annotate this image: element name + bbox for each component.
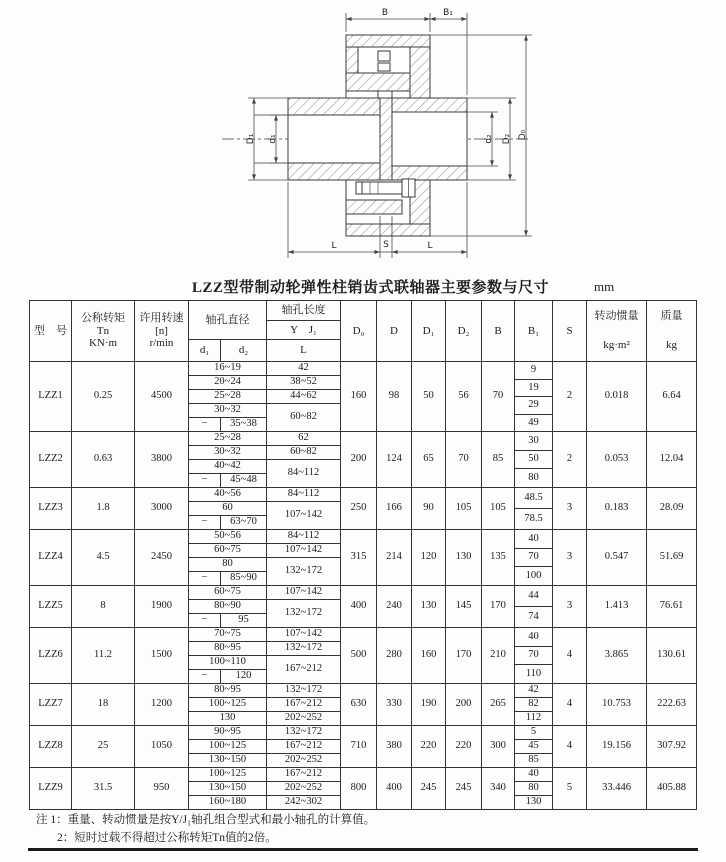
brake-wheel-top xyxy=(346,35,430,98)
header-mass-line1: 质量 xyxy=(660,310,683,323)
footnote-2: 2：短时过载不得超过公称转矩Tn值的2倍。 xyxy=(57,831,277,844)
length-cell: 132~172 xyxy=(267,558,341,586)
b1-stack xyxy=(515,488,552,529)
bore-range-cell: 130 xyxy=(189,712,267,726)
mass-cell: 76.61 xyxy=(647,586,697,628)
mass-cell: 222.63 xyxy=(647,684,697,726)
header-model: 型 号 xyxy=(30,301,72,362)
length-cell: 202~252 xyxy=(267,712,341,726)
header-speed-line1: 许用转速 xyxy=(139,312,184,325)
b-cell: 105 xyxy=(482,488,515,530)
b-cell: 170 xyxy=(482,586,515,628)
b1-value: 40 xyxy=(515,768,552,782)
s-cell: 2 xyxy=(553,432,587,488)
length-cell: 38~52 xyxy=(267,376,341,390)
speed-cell: 1900 xyxy=(135,586,189,628)
b1-value: 40 xyxy=(515,530,552,549)
inertia-cell: 0.183 xyxy=(587,488,647,530)
d0-cell: 800 xyxy=(341,768,377,810)
b1-value: 80 xyxy=(515,782,552,796)
inertia-cell: 0.053 xyxy=(587,432,647,488)
header-mass xyxy=(647,301,697,362)
d2-cell: 105 xyxy=(446,488,482,530)
bore-range-cell: 30~32 xyxy=(189,404,267,418)
length-cell: 44~62 xyxy=(267,390,341,404)
s-cell: 5 xyxy=(553,768,587,810)
length-cell: 84~112 xyxy=(267,460,341,488)
bore-range-cell: 20~24 xyxy=(189,376,267,390)
header-D0: D₀ xyxy=(341,301,377,362)
model-cell: LZZ5 xyxy=(30,586,72,628)
header-B: B xyxy=(482,301,515,362)
b1-value: 112 xyxy=(525,712,542,724)
header-d2: d₂ xyxy=(221,340,267,362)
d0-cell: 400 xyxy=(341,586,377,628)
dim-label-b: B xyxy=(381,8,389,18)
b1-value: 100 xyxy=(525,570,542,582)
table-row xyxy=(30,488,697,502)
b-cell: 300 xyxy=(482,726,515,768)
dim-label-d1: d₁ xyxy=(268,134,278,144)
inertia-cell: 10.753 xyxy=(587,684,647,726)
bore-range-cell: 100~125 xyxy=(189,768,267,782)
d-cell: 380 xyxy=(377,726,412,768)
b1-value: 48.5 xyxy=(515,488,552,509)
d1-cell: 220 xyxy=(412,726,446,768)
bore-range-cell: 100~125 xyxy=(189,740,267,754)
header-inertia xyxy=(587,301,647,362)
header-bore-diameter: 轴孔直径 xyxy=(189,301,267,340)
b1-stack xyxy=(515,768,552,809)
torque-cell: 18 xyxy=(72,684,135,726)
bore-d1-cell: − xyxy=(189,670,221,684)
dim-label-D1: D₁ xyxy=(246,133,256,145)
mass-cell: 51.69 xyxy=(647,530,697,586)
dim-label-d2: d₂ xyxy=(484,134,494,144)
b-cell: 265 xyxy=(482,684,515,726)
d-cell: 280 xyxy=(377,628,412,684)
hub-right xyxy=(392,98,467,180)
b1-value: 82 xyxy=(515,698,552,712)
b1-stack xyxy=(515,362,552,431)
b1-cell xyxy=(515,432,553,488)
length-cell: 107~142 xyxy=(267,544,341,558)
b1-value: 50 xyxy=(515,451,552,470)
d1-cell: 120 xyxy=(412,530,446,586)
d2-cell: 130 xyxy=(446,530,482,586)
d0-cell: 500 xyxy=(341,628,377,684)
pin-bolt xyxy=(356,179,415,197)
mass-cell: 130.61 xyxy=(647,628,697,684)
bore-d1-cell: − xyxy=(189,572,221,586)
d2-cell: 245 xyxy=(446,768,482,810)
bore-d2-cell: 63~70 xyxy=(221,516,267,530)
length-cell: 202~252 xyxy=(267,754,341,768)
d1-cell: 190 xyxy=(412,684,446,726)
s-cell: 2 xyxy=(553,362,587,432)
table-row xyxy=(30,768,697,782)
length-cell: 84~112 xyxy=(267,530,341,544)
bore-range-cell: 90~95 xyxy=(189,726,267,740)
header-D2: D₂ xyxy=(446,301,482,362)
d1-cell: 245 xyxy=(412,768,446,810)
bore-d1-cell: − xyxy=(189,418,221,432)
model-cell: LZZ8 xyxy=(30,726,72,768)
length-cell: 60~82 xyxy=(267,404,341,432)
s-cell: 4 xyxy=(553,726,587,768)
bore-d1-cell: − xyxy=(189,614,221,628)
b1-cell xyxy=(515,628,553,684)
footnote-1: 注 1：重量、转动惯量是按Y/J₁轴孔组合型式和最小轴孔的计算值。 xyxy=(36,814,376,826)
s-cell: 4 xyxy=(553,628,587,684)
speed-cell: 3000 xyxy=(135,488,189,530)
table-row xyxy=(30,628,697,642)
header-speed-line2: [n] xyxy=(155,324,168,337)
model-cell: LZZ7 xyxy=(30,684,72,726)
b-cell: 210 xyxy=(482,628,515,684)
model-cell: LZZ3 xyxy=(30,488,72,530)
speed-cell: 2450 xyxy=(135,530,189,586)
s-cell: 4 xyxy=(553,684,587,726)
header-bore-length: 轴孔长度 xyxy=(267,301,341,321)
inertia-cell: 0.018 xyxy=(587,362,647,432)
length-cell: 167~212 xyxy=(267,768,341,782)
model-cell: LZZ6 xyxy=(30,628,72,684)
mass-cell: 307.92 xyxy=(647,726,697,768)
length-cell: 132~172 xyxy=(267,726,341,740)
b1-value: 19 xyxy=(515,380,552,398)
inertia-cell: 1.413 xyxy=(587,586,647,628)
inertia-cell: 19.156 xyxy=(587,726,647,768)
unit-label: mm xyxy=(594,279,615,294)
b1-value: 74 xyxy=(528,610,539,622)
header-d1: d₁ xyxy=(189,340,221,362)
model-cell: LZZ9 xyxy=(30,768,72,810)
length-cell: 60~82 xyxy=(267,446,341,460)
length-cell: 167~212 xyxy=(267,656,341,684)
table-row xyxy=(30,586,697,600)
s-cell: 3 xyxy=(553,530,587,586)
torque-cell: 0.25 xyxy=(72,362,135,432)
d0-cell: 630 xyxy=(341,684,377,726)
header-yj1: Y J₁ xyxy=(267,321,341,340)
bore-d2-cell: 95 xyxy=(221,614,267,628)
d-cell: 98 xyxy=(377,362,412,432)
header-speed-line3: r/min xyxy=(149,337,174,350)
model-cell: LZZ4 xyxy=(30,530,72,586)
b-cell: 70 xyxy=(482,362,515,432)
b1-cell xyxy=(515,586,553,628)
dim-label-b1: B₁ xyxy=(443,8,453,18)
bore-d1-cell: − xyxy=(189,516,221,530)
d0-cell: 710 xyxy=(341,726,377,768)
b1-cell xyxy=(515,488,553,530)
header-D: D xyxy=(377,301,412,362)
d-cell: 214 xyxy=(377,530,412,586)
d1-cell: 130 xyxy=(412,586,446,628)
header-speed xyxy=(135,301,189,362)
header-torque-line3: KN·m xyxy=(88,337,118,350)
d-cell: 240 xyxy=(377,586,412,628)
bottom-rule xyxy=(28,848,698,851)
dim-label-s: S xyxy=(383,240,389,250)
b1-value: 40 xyxy=(515,628,552,647)
header-torque-line1: 公称转矩 xyxy=(81,312,125,325)
d-cell: 166 xyxy=(377,488,412,530)
b1-value: 49 xyxy=(528,416,539,428)
b1-stack xyxy=(515,726,552,767)
d2-cell: 56 xyxy=(446,362,482,432)
b1-value: 130 xyxy=(525,796,542,808)
b1-value: 45 xyxy=(515,740,552,754)
d2-cell: 220 xyxy=(446,726,482,768)
bore-range-cell: 80~95 xyxy=(189,642,267,656)
d0-cell: 160 xyxy=(341,362,377,432)
length-cell: 62 xyxy=(267,432,341,446)
inertia-cell: 33.446 xyxy=(587,768,647,810)
b-cell: 135 xyxy=(482,530,515,586)
b-cell: 85 xyxy=(482,432,515,488)
bore-d2-cell: 85~90 xyxy=(221,572,267,586)
length-cell: 84~112 xyxy=(267,488,341,502)
length-cell: 132~172 xyxy=(267,684,341,698)
bore-range-cell: 130~150 xyxy=(189,754,267,768)
bore-range-cell: 100~110 xyxy=(189,656,267,670)
bore-range-cell: 80~90 xyxy=(189,600,267,614)
d-cell: 400 xyxy=(377,768,412,810)
header-S: S xyxy=(553,301,587,362)
bore-range-cell: 80 xyxy=(189,558,267,572)
model-cell: LZZ2 xyxy=(30,432,72,488)
bore-range-cell: 60 xyxy=(189,502,267,516)
bore-range-cell: 40~42 xyxy=(189,460,267,474)
mass-cell: 6.64 xyxy=(647,362,697,432)
bore-range-cell: 25~28 xyxy=(189,390,267,404)
torque-cell: 8 xyxy=(72,586,135,628)
dim-label-l-left: L xyxy=(331,241,337,251)
dim-label-D2: D₂ xyxy=(502,133,512,145)
b1-value: 85 xyxy=(528,754,539,766)
torque-cell: 0.63 xyxy=(72,432,135,488)
d0-cell: 315 xyxy=(341,530,377,586)
b1-stack xyxy=(515,530,552,585)
torque-cell: 25 xyxy=(72,726,135,768)
speed-cell: 4500 xyxy=(135,362,189,432)
bore-range-cell: 60~75 xyxy=(189,586,267,600)
coupling-drawing xyxy=(0,2,726,276)
length-cell: 107~142 xyxy=(267,586,341,600)
length-cell: 132~172 xyxy=(267,600,341,628)
b1-value: 78.5 xyxy=(524,512,543,524)
b1-cell xyxy=(515,362,553,432)
b1-stack xyxy=(515,684,552,725)
table-row xyxy=(30,432,697,446)
table-row xyxy=(30,362,697,376)
length-cell: 42 xyxy=(267,362,341,376)
b1-cell xyxy=(515,726,553,768)
bore-range-cell: 40~56 xyxy=(189,488,267,502)
b1-value: 80 xyxy=(528,472,539,484)
table-body xyxy=(30,362,697,810)
speed-cell: 1050 xyxy=(135,726,189,768)
speed-cell: 950 xyxy=(135,768,189,810)
table-row xyxy=(30,530,697,544)
mass-cell: 28.09 xyxy=(647,488,697,530)
b1-cell xyxy=(515,530,553,586)
bore-range-cell: 50~56 xyxy=(189,530,267,544)
length-cell: 132~172 xyxy=(267,642,341,656)
length-cell: 202~252 xyxy=(267,782,341,796)
d2-cell: 170 xyxy=(446,628,482,684)
b1-value: 70 xyxy=(515,647,552,666)
speed-cell: 3800 xyxy=(135,432,189,488)
dim-label-l-right: L xyxy=(427,241,433,251)
mass-cell: 12.04 xyxy=(647,432,697,488)
footnotes xyxy=(36,812,375,848)
length-cell: 107~142 xyxy=(267,502,341,530)
d1-cell: 90 xyxy=(412,488,446,530)
b1-value: 9 xyxy=(515,362,552,380)
header-L: L xyxy=(267,340,341,362)
header-inertia-line1: 转动惯量 xyxy=(594,310,639,323)
b1-value: 30 xyxy=(515,432,552,451)
header-torque xyxy=(72,301,135,362)
b1-value: 5 xyxy=(515,726,552,740)
length-cell: 107~142 xyxy=(267,628,341,642)
b1-value: 29 xyxy=(515,397,552,415)
torque-cell: 1.8 xyxy=(72,488,135,530)
speed-cell: 1200 xyxy=(135,684,189,726)
bore-d1-cell: − xyxy=(189,474,221,488)
length-cell: 167~212 xyxy=(267,740,341,754)
header-torque-line2: Tn xyxy=(96,324,110,337)
model-cell: LZZ1 xyxy=(30,362,72,432)
b1-value: 70 xyxy=(515,549,552,568)
b1-stack xyxy=(515,432,552,487)
bore-range-cell: 100~125 xyxy=(189,698,267,712)
parameter-table xyxy=(29,300,697,810)
b1-value: 42 xyxy=(515,684,552,698)
d2-cell: 145 xyxy=(446,586,482,628)
d2-cell: 200 xyxy=(446,684,482,726)
mass-cell: 405.88 xyxy=(647,768,697,810)
table-row xyxy=(30,684,697,698)
d1-cell: 65 xyxy=(412,432,446,488)
bore-range-cell: 80~95 xyxy=(189,684,267,698)
header-mass-line2: kg xyxy=(666,339,677,352)
b1-stack xyxy=(515,628,552,683)
inertia-cell: 3.865 xyxy=(587,628,647,684)
torque-cell: 31.5 xyxy=(72,768,135,810)
b1-stack xyxy=(515,586,552,627)
torque-cell: 11.2 xyxy=(72,628,135,684)
page-title: LZZ型带制动轮弹性柱销齿式联轴器主要参数与尺寸 xyxy=(192,280,550,296)
inertia-cell: 0.547 xyxy=(587,530,647,586)
d0-cell: 200 xyxy=(341,432,377,488)
length-cell: 242~302 xyxy=(267,796,341,810)
b-cell: 340 xyxy=(482,768,515,810)
b1-value: 44 xyxy=(515,586,552,607)
b1-cell xyxy=(515,684,553,726)
d-cell: 124 xyxy=(377,432,412,488)
s-cell: 3 xyxy=(553,586,587,628)
length-cell: 167~212 xyxy=(267,698,341,712)
center-flange xyxy=(380,98,392,180)
d1-cell: 160 xyxy=(412,628,446,684)
bore-range-cell: 160~180 xyxy=(189,796,267,810)
bore-range-cell: 16~19 xyxy=(189,362,267,376)
s-cell: 3 xyxy=(553,488,587,530)
header-D1: D₁ xyxy=(412,301,446,362)
bore-d2-cell: 120 xyxy=(221,670,267,684)
bore-d2-cell: 45~48 xyxy=(221,474,267,488)
d0-cell: 250 xyxy=(341,488,377,530)
table-row xyxy=(30,726,697,740)
bore-range-cell: 130~150 xyxy=(189,782,267,796)
d1-cell: 50 xyxy=(412,362,446,432)
header-inertia-line2: kg·m² xyxy=(603,339,630,352)
bore-d2-cell: 35~38 xyxy=(221,418,267,432)
bore-range-cell: 30~32 xyxy=(189,446,267,460)
b1-value: 110 xyxy=(525,668,542,680)
torque-cell: 4.5 xyxy=(72,530,135,586)
d2-cell: 70 xyxy=(446,432,482,488)
speed-cell: 1500 xyxy=(135,628,189,684)
d-cell: 330 xyxy=(377,684,412,726)
b1-cell xyxy=(515,768,553,810)
bore-range-cell: 70~75 xyxy=(189,628,267,642)
header-B1: B₁ xyxy=(515,301,553,362)
bore-range-cell: 60~75 xyxy=(189,544,267,558)
dim-label-D0: D₀ xyxy=(518,129,528,141)
bore-range-cell: 25~28 xyxy=(189,432,267,446)
